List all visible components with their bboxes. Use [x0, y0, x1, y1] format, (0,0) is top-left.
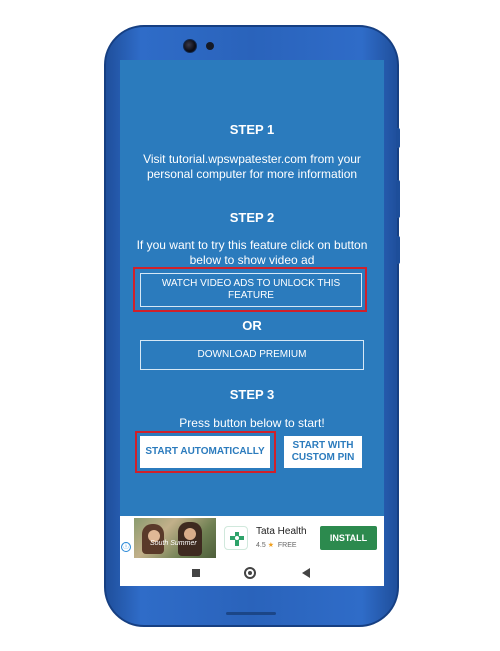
ad-rating-value: 4.5: [256, 542, 266, 549]
power-button: [396, 236, 400, 264]
step3-text: Press button below to start!: [179, 416, 325, 430]
ad-rating: [256, 541, 297, 549]
recents-icon[interactable]: [192, 569, 200, 577]
app-screen: [120, 60, 384, 586]
back-icon[interactable]: [302, 568, 310, 578]
install-button[interactable]: INSTALL: [320, 526, 377, 550]
ad-app-name: Tata Health: [256, 526, 307, 537]
start-custom-pin-button[interactable]: START WITH CUSTOM PIN: [284, 436, 362, 468]
volume-down-button: [396, 180, 400, 218]
ad-image[interactable]: [134, 518, 216, 558]
ad-price: FREE: [277, 542, 297, 549]
step3-title: STEP 3: [229, 387, 275, 402]
ad-image-text: South Summer: [150, 540, 197, 547]
star-icon: ★: [267, 542, 274, 549]
sensor-icon: [206, 42, 214, 50]
ad-choices-icon[interactable]: ⓘ: [122, 543, 130, 550]
download-premium-button[interactable]: DOWNLOAD PREMIUM: [140, 340, 364, 370]
or-label: OR: [242, 318, 262, 333]
tata-health-logo-icon: [224, 526, 248, 550]
step2-text: If you want to try this feature click on button below to show video ad: [136, 238, 368, 267]
step2-title: STEP 2: [229, 210, 275, 225]
ad-banner[interactable]: [120, 516, 384, 560]
front-camera-icon: [183, 39, 197, 53]
home-icon[interactable]: [244, 567, 256, 579]
step1-text: Visit tutorial.wpswpatester.com from your personal computer for more information: [143, 152, 361, 181]
android-nav-bar: [120, 560, 384, 586]
speaker-grill: [226, 612, 276, 615]
start-automatically-button[interactable]: START AUTOMATICALLY: [140, 436, 270, 468]
step1-title: STEP 1: [229, 122, 275, 137]
volume-up-button: [396, 128, 400, 148]
highlight-start-auto: [135, 431, 276, 473]
watch-video-ads-button[interactable]: WATCH VIDEO ADS TO UNLOCK THIS FEATURE: [140, 273, 362, 307]
highlight-watch-ads: [133, 267, 367, 312]
